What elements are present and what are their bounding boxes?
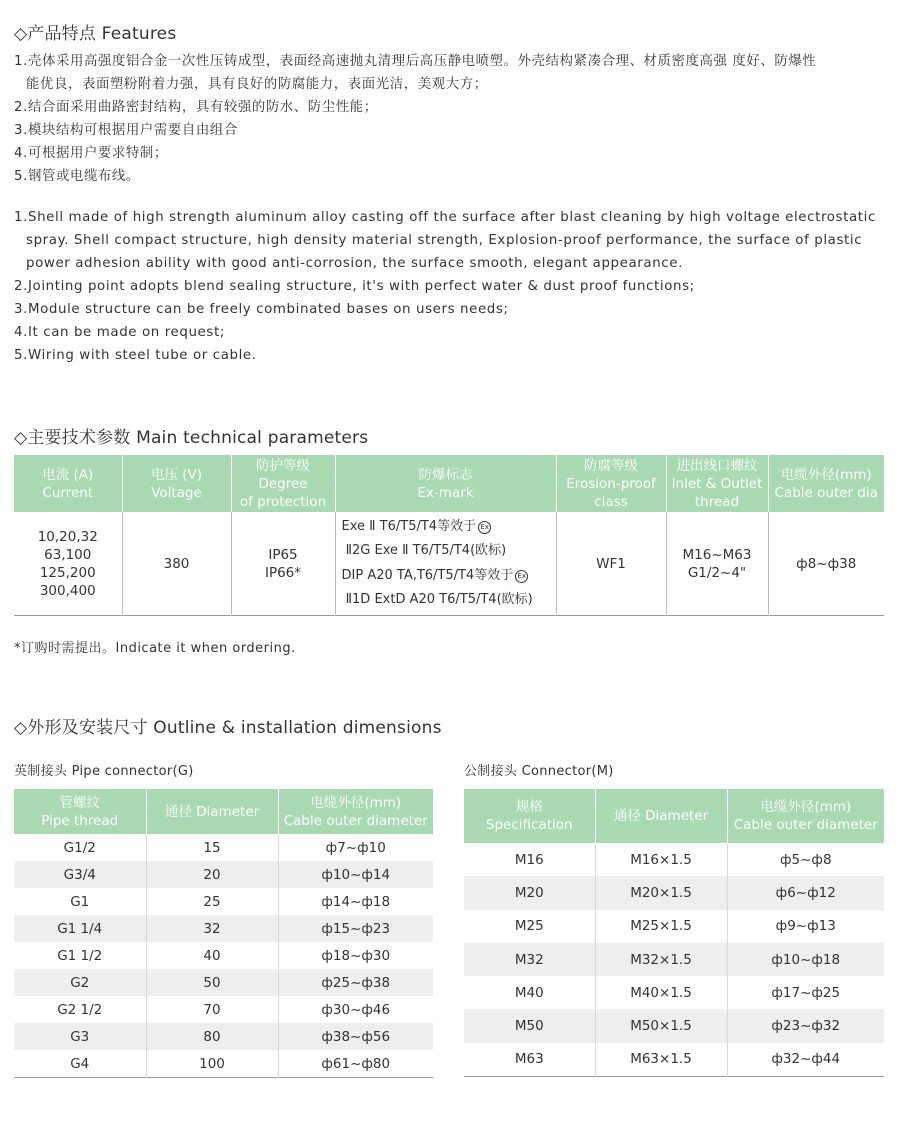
diameter-cell: 15 — [146, 834, 278, 861]
spec-cell: M50 — [464, 1009, 595, 1042]
header-cable-dia: 电缆外径(mm) Cable outer dia — [768, 455, 884, 512]
diameter-cell: 80 — [146, 1023, 278, 1050]
ex-mark-icon: Ex — [515, 570, 528, 583]
diameter-cell: 25 — [146, 888, 278, 915]
cable-dia-cell: ф10~ф18 — [727, 943, 884, 976]
cable-dia-cell: ф23~ф32 — [727, 1009, 884, 1042]
cable-dia-cell: ф14~ф18 — [278, 888, 433, 915]
features-cn-line: 4.可根据用户要求特制； — [14, 146, 168, 161]
spec-cell: G1 1/2 — [57, 947, 103, 964]
table-row — [464, 943, 884, 976]
spec-cell: G3/4 — [14, 861, 146, 888]
diameter-cell: M40×1.5 — [595, 976, 727, 1009]
diameter-cell: M16×1.5 — [595, 843, 727, 876]
exmark-values: Exe Ⅱ T6/T5/T4等效于 Ex Ⅱ2G Exe Ⅱ T6/T5/T4(欧标) DIP A20 TA,T6/T5/T4等效于 Ex Ⅱ1D ExtD A20 T6/T5/T4(欧标) — [335, 512, 556, 616]
spec-cell: G2 1/2 — [57, 1001, 103, 1018]
features-cn-text — [14, 50, 888, 188]
cable-dia-value: ф8~ф38 — [768, 512, 884, 616]
features-en-line: 3.Module structure can be freely combinated bases on users needs; — [14, 302, 509, 317]
header-exmark: 防爆标志 Ex-mark — [335, 455, 556, 512]
table-row — [14, 861, 433, 888]
spec-cell: G1 — [70, 893, 90, 910]
table-row — [14, 888, 433, 915]
ex-mark-icon: Ex — [478, 521, 491, 534]
spec-cell: M25 — [514, 918, 544, 935]
spec-cell: M40 — [514, 984, 544, 1001]
features-title: ◇产品特点 Features — [14, 24, 177, 44]
header-diameter: 通径 Diameter — [146, 789, 278, 834]
table-row — [14, 1050, 433, 1078]
cable-dia-cell: ф9~ф13 — [727, 910, 884, 943]
pipe-connector-table — [14, 789, 433, 1078]
cable-dia-cell: ф25~ф38 — [278, 969, 433, 996]
cable-dia-cell: ф32~ф44 — [727, 1043, 884, 1077]
header-pipe-thread: 管螺纹 Pipe thread — [14, 789, 146, 834]
header-cable-outer-diameter: 电缆外径(mm) Cable outer diameter — [278, 789, 433, 834]
protection-values: IP65 IP66* — [231, 512, 335, 616]
features-en-line: power adhesion ability with good anti-corrosion, the surface smooth, elegant appearance. — [26, 256, 683, 271]
table-row — [464, 976, 884, 1009]
cable-dia-cell: ф61~ф80 — [278, 1050, 433, 1078]
spec-cell: G3 — [14, 1023, 146, 1050]
erosion-value: WF1 — [556, 512, 666, 616]
header-cable-outer-diameter: 电缆外径(mm) Cable outer diameter — [727, 789, 884, 843]
features-en-line: 2.Jointing point adopts blend sealing structure, it's with perfect water & dust proof functions; — [14, 279, 695, 294]
thread-values: M16~M63 G1/2~4" — [666, 512, 768, 616]
diameter-cell: 70 — [146, 996, 278, 1023]
tech-params-table — [14, 455, 884, 616]
diameter-cell: 100 — [146, 1050, 278, 1078]
current-values: 10,20,32 63,100 125,200 300,400 — [37, 528, 98, 599]
spec-cell: M63 — [514, 1051, 544, 1068]
metric-header-row — [464, 789, 884, 843]
header-current: 电流 (A) Current — [14, 455, 122, 512]
table-row — [464, 1043, 884, 1077]
table-row — [14, 969, 433, 996]
features-cn-line: 能优良，表面塑粉附着力强，具有良好的防腐能力，表面光洁，美观大方； — [26, 77, 488, 92]
cable-dia-cell: ф17~ф25 — [727, 976, 884, 1009]
spec-cell: M32 — [464, 943, 595, 976]
features-en-line: 5.Wiring with steel tube or cable. — [14, 348, 257, 363]
table-row — [14, 996, 433, 1023]
features-en-text — [14, 206, 888, 367]
features-en-line: 1.Shell made of high strength aluminum alloy casting off the surface after blast cleaning by high voltage electrostatic — [14, 210, 876, 225]
metric-connector-caption: 公制接头 Connector(M) — [464, 764, 614, 779]
cable-dia-cell: ф10~ф14 — [278, 861, 433, 888]
spec-cell: M16 — [514, 851, 544, 868]
tech-data-row — [14, 512, 884, 616]
features-en-line: 4.It can be made on request; — [14, 325, 225, 340]
table-row — [464, 843, 884, 876]
diameter-cell: 40 — [146, 942, 278, 969]
diameter-cell: 32 — [146, 915, 278, 942]
cable-dia-cell: ф38~ф56 — [278, 1023, 433, 1050]
diameter-cell: 20 — [146, 861, 278, 888]
header-specification: 规格 Specification — [464, 789, 595, 843]
features-cn-line: 3.模块结构可根据用户需要自由组合 — [14, 123, 238, 138]
tech-title: ◇主要技术参数 Main technical parameters — [14, 428, 369, 448]
spec-cell: G2 — [14, 969, 146, 996]
cable-dia-cell: ф5~ф8 — [727, 843, 884, 876]
diameter-cell: M20×1.5 — [595, 876, 727, 909]
header-diameter: 通径 Diameter — [595, 789, 727, 843]
table-row — [464, 876, 884, 909]
cable-dia-cell: ф30~ф46 — [278, 996, 433, 1023]
outline-title: ◇外形及安装尺寸 Outline & installation dimensions — [14, 718, 442, 738]
diameter-cell: M63×1.5 — [595, 1043, 727, 1077]
spec-cell: G1/2 — [63, 839, 96, 856]
cable-dia-cell: ф15~ф23 — [278, 915, 433, 942]
features-cn-line: 5.钢管或电缆布线。 — [14, 169, 140, 184]
cable-dia-cell: ф18~ф30 — [278, 942, 433, 969]
spec-cell: G1 1/4 — [14, 915, 146, 942]
features-cn-line: 1.壳体采用高强度铝合金一次性压铸成型，表面经高速抛丸清理后高压静电喷塑。外壳结构紧凑合理、材质密度高强 度好、防爆性 — [14, 54, 817, 69]
table-row — [14, 1023, 433, 1050]
cable-dia-cell: ф7~ф10 — [278, 834, 433, 861]
diameter-cell: 50 — [146, 969, 278, 996]
pipe-header-row — [14, 789, 433, 834]
header-erosion: 防腐等级 Erosion-proof class — [556, 455, 666, 512]
spec-cell: G4 — [70, 1055, 90, 1072]
diameter-cell: M32×1.5 — [595, 943, 727, 976]
table-row — [14, 834, 433, 861]
cable-dia-cell: ф6~ф12 — [727, 876, 884, 909]
diameter-cell: M25×1.5 — [595, 910, 727, 943]
header-voltage: 电压 (V) Voltage — [122, 455, 231, 512]
features-en-line: spray. Shell compact structure, high density material strength, Explosion-proof performance, the surface of plastic — [26, 233, 863, 248]
tech-header-row — [14, 455, 884, 512]
header-thread: 进出线口螺纹 Inlet & Outlet thread — [666, 455, 768, 512]
voltage-value: 380 — [122, 512, 231, 616]
header-protection: 防护等级 Degree of protection — [231, 455, 335, 512]
table-row — [464, 1009, 884, 1042]
table-row — [14, 942, 433, 969]
table-row — [14, 915, 433, 942]
features-cn-line: 2.结合面采用曲路密封结构，具有较强的防水、防尘性能； — [14, 100, 378, 115]
metric-connector-table — [464, 789, 884, 1077]
diameter-cell: M50×1.5 — [595, 1009, 727, 1042]
table-row — [464, 910, 884, 943]
spec-cell: M20 — [464, 876, 595, 909]
ordering-note: *订购时需提出。Indicate it when ordering. — [14, 641, 296, 656]
pipe-connector-caption: 英制接头 Pipe connector(G) — [14, 764, 194, 779]
